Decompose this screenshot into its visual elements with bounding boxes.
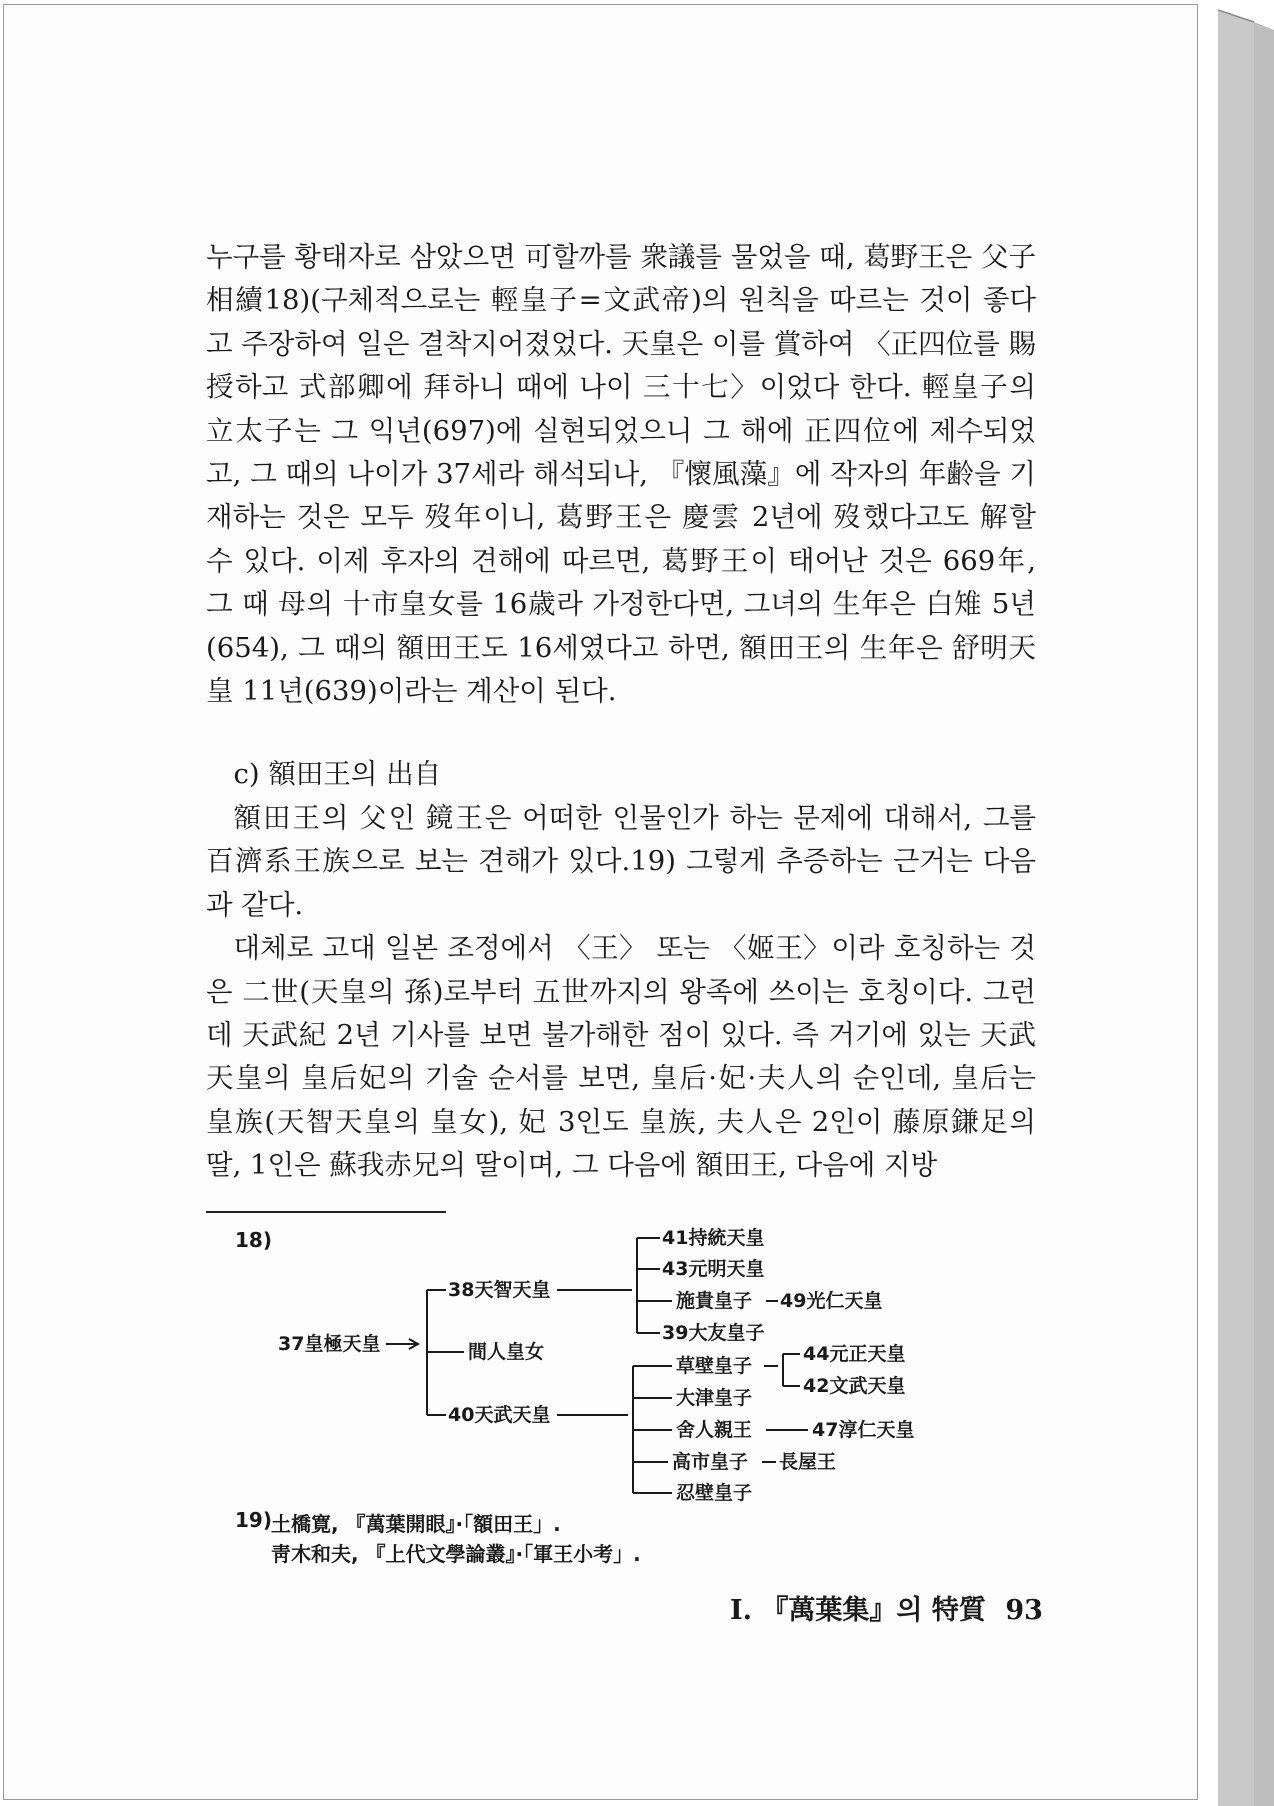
page-footer [730, 1588, 1053, 1627]
section-heading: c) 額田王의 出自 [233, 758, 442, 791]
node-konin: 49光仁天皇 [780, 1290, 883, 1312]
node-genmei: 43元明天皇 [662, 1258, 765, 1280]
node-osakabe: 忍壁皇子 [676, 1482, 753, 1504]
node-nagaya: 長屋王 [779, 1451, 837, 1473]
node-otsu: 大津皇子 [676, 1387, 753, 1409]
footnote-19-line-1: 土橋寛, 『萬葉開眼』·「額田王」. [271, 1512, 561, 1536]
node-hashihito: 間人皇女 [468, 1341, 545, 1363]
book-page-edge [1218, 0, 1274, 1806]
footnote-19-line-2: 靑木和夫, 『上代文學論叢』·「軍王小考」. [271, 1542, 641, 1566]
running-head: I. 『萬葉集』의 特質 [730, 1595, 986, 1626]
node-shiki: 施貴皇子 [676, 1290, 753, 1312]
node-tenmu: 40天武天皇 [448, 1404, 551, 1426]
page-number: 93 [1005, 1595, 1043, 1626]
node-monmu: 42文武天皇 [803, 1375, 906, 1397]
footnote-18-label: 18) [235, 1228, 272, 1252]
node-toneri: 舍人親王 [676, 1419, 753, 1441]
paragraph-2: 額田王의 父인 鏡王은 어떠한 인물인가 하는 문제에 대해서, 그를 百濟系王族으로 보는 견해가 있다.19) 그렇게 추증하는 근거는 다음과 같다. [206, 801, 1036, 921]
node-takechi: 高市皇子 [672, 1451, 749, 1473]
node-junnin: 47淳仁天皇 [812, 1419, 915, 1441]
node-kogyoku: 37皇極天皇 [278, 1333, 381, 1355]
footnote-divider [206, 1211, 446, 1213]
node-tenji: 38天智天皇 [448, 1279, 551, 1301]
body-text [206, 236, 1036, 1188]
paragraph-3: 대체로 고대 일본 조정에서 〈王〉 또는 〈姬王〉이라 호칭하는 것은 二世(天皇의 孫)로부터 五世까지의 왕족에 쓰이는 호칭이다. 그런데 天武紀 2년 기사를 보면 불가해한 점이 있다. 즉 거기에 있는 天武天皇의 皇后妃의 기술 순서를 보면, 皇后·妃·夫人의 순인데, 皇后는 皇族(天智天皇의 皇女), 妃 3인도 皇族, 夫人은 2인이 藤原鎌足의 딸, 1인은 蘇我赤兄의 딸이며, 그 다음에 額田王, 다음에 지방 [206, 932, 1036, 1182]
node-otomo: 39大友皇子 [662, 1322, 765, 1344]
node-jito: 41持統天皇 [662, 1227, 765, 1249]
footnote-19-label: 19) [235, 1508, 272, 1532]
node-kusakabe: 草壁皇子 [676, 1355, 753, 1377]
paragraph-1: 누구를 황태자로 삼았으면 可할까를 衆議를 물었을 때, 葛野王은 父子相續18)(구체적으로는 輕皇子=文武帝)의 원칙을 따르는 것이 좋다고 주장하여 일은 결착지어졌었다. 天皇은 이를 賞하여 〈正四位를 賜授하고 式部卿에 拜하니 때에 나이 三十七〉이었다 한다. 輕皇子의 立太子는 그 익년(697)에 실현되었으니 그 해에 正四位에 제수되었고, 그 때의 나이가 37세라 해석되나, 『懷風藻』에 작자의 年齢을 기재하는 것은 모두 歿年이니, 葛野王은 慶雲 2년에 歿했다고도 解할 수 있다. 이제 후자의 견해에 따르면, 葛野王이 태어난 것은 669年, 그 때 母의 十市皇女를 16歳라 가정한다면, 그녀의 生年은 白雉 5년(654), 그 때의 額田王도 16세였다고 하면, 額田王의 生年은 舒明天皇 11년(639)이라는 계산이 된다. [206, 241, 1036, 708]
node-gensho: 44元正天皇 [803, 1343, 906, 1365]
